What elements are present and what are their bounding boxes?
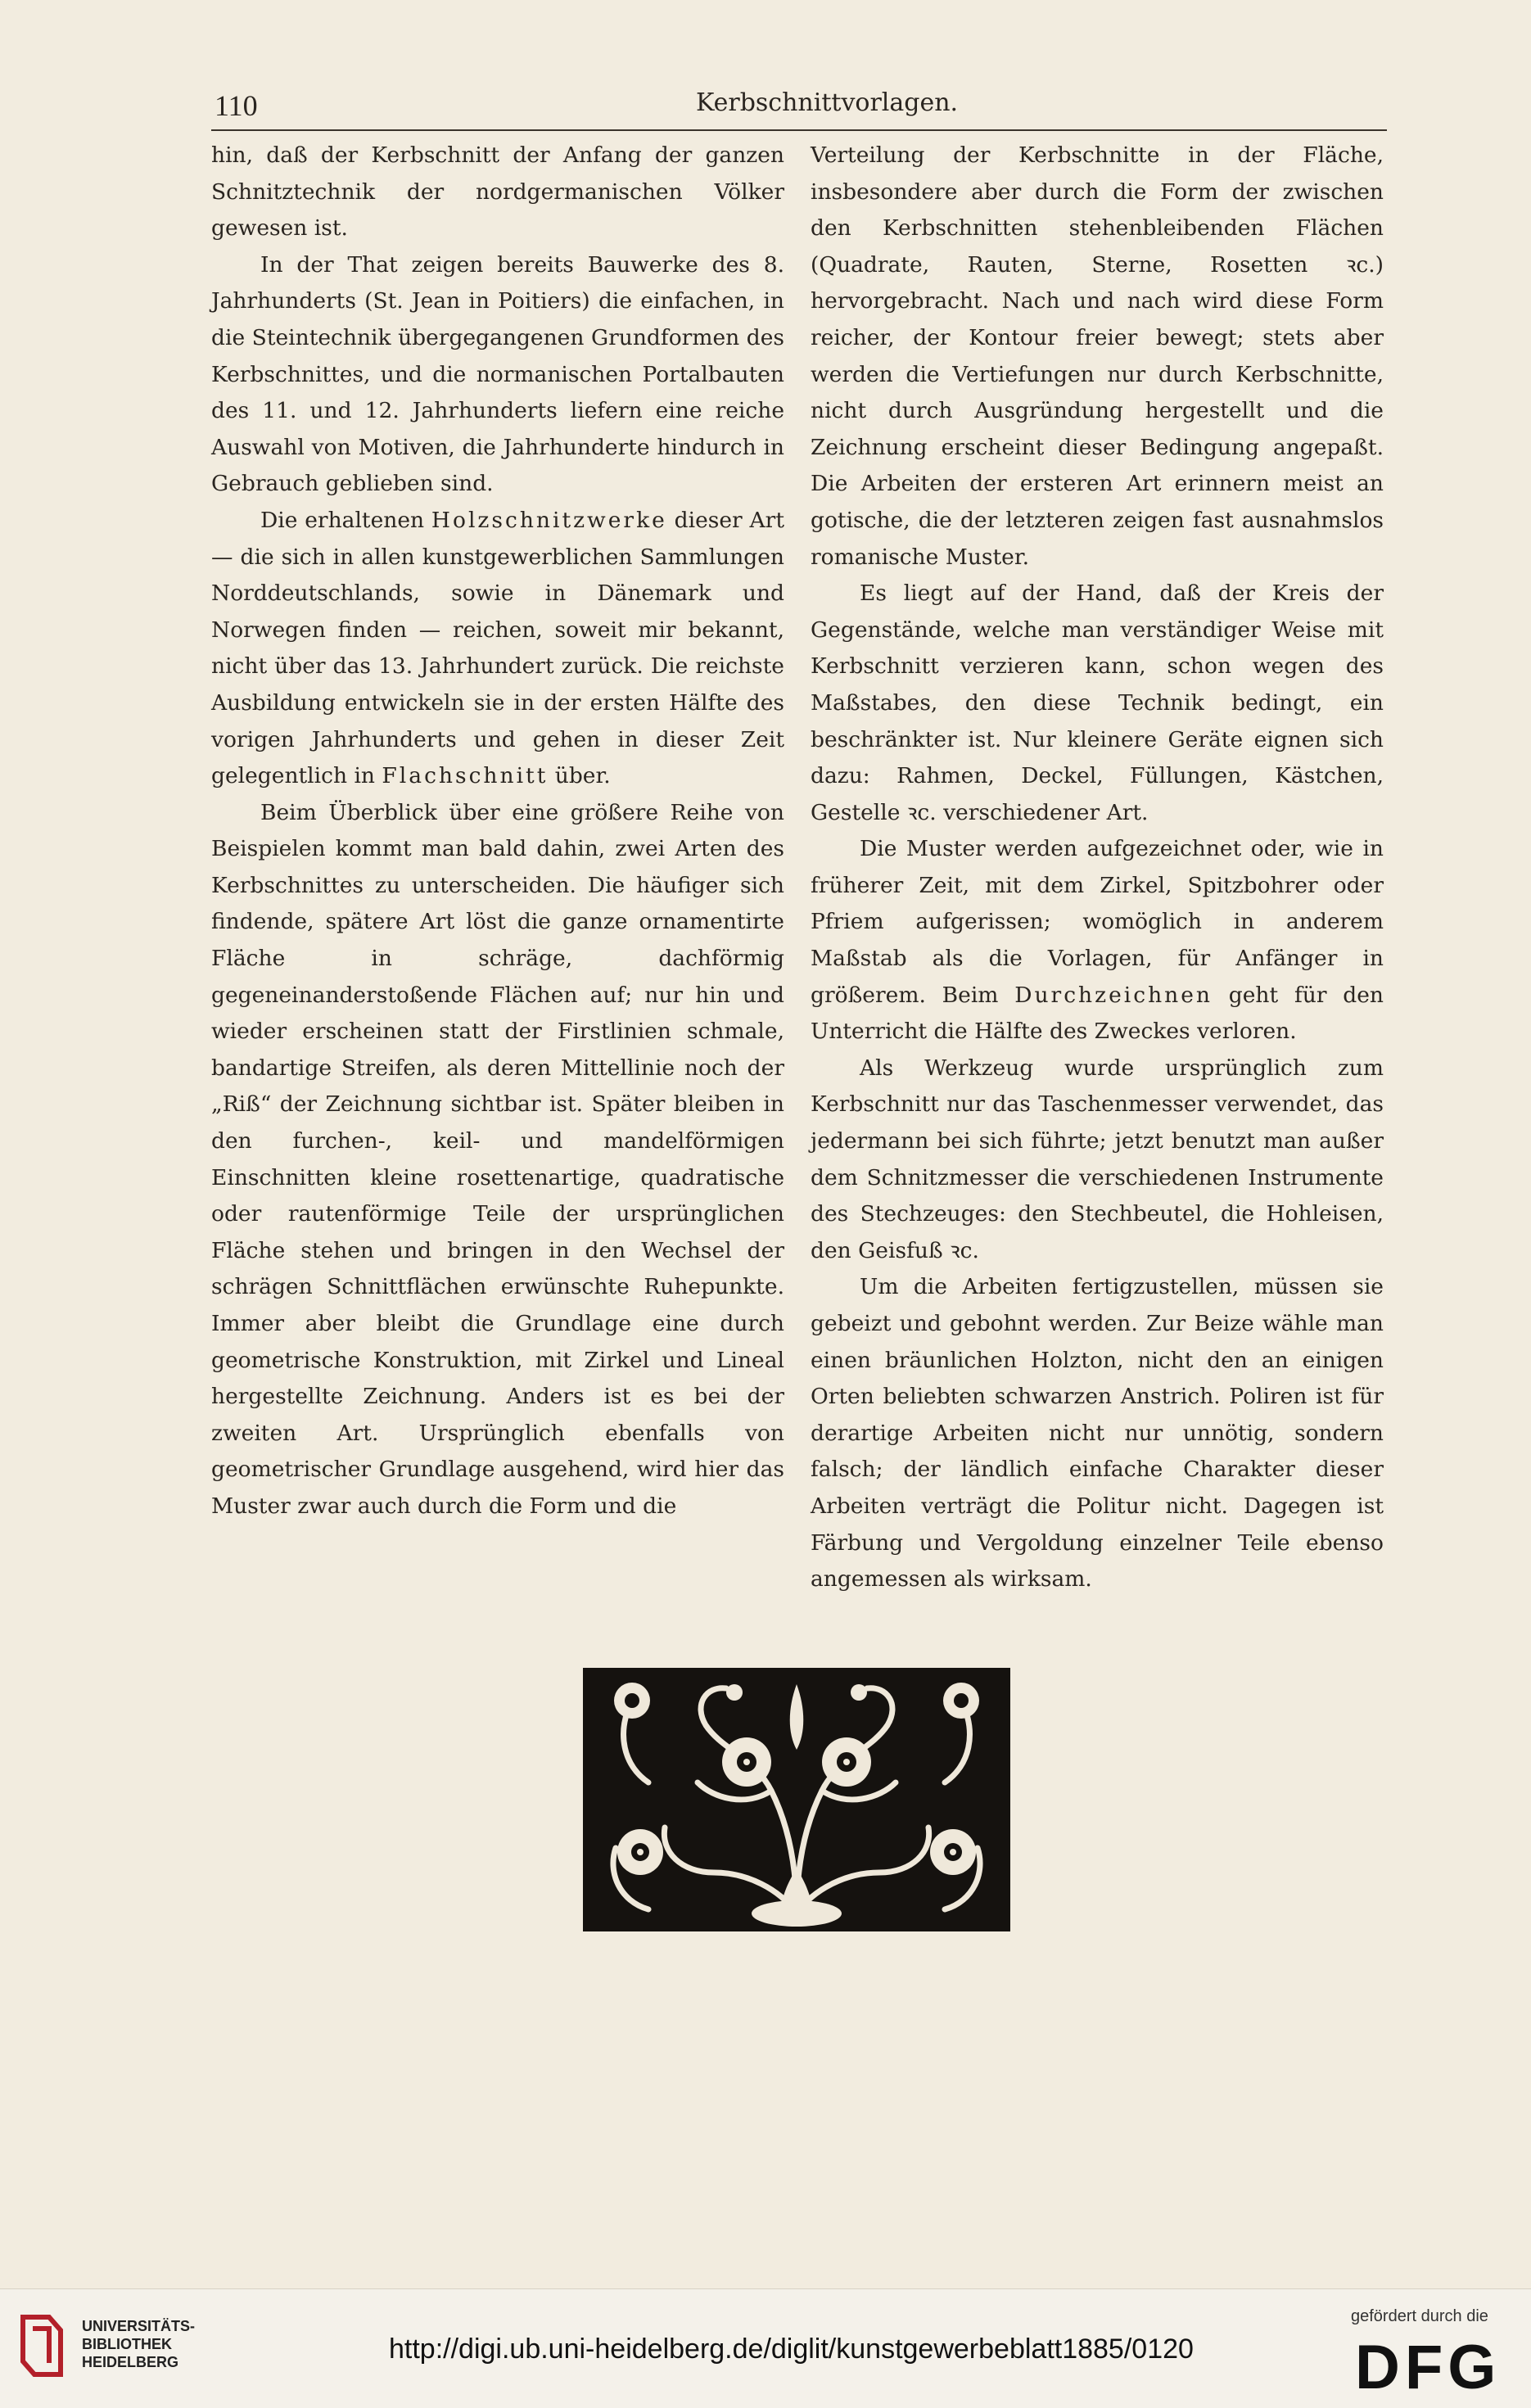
library-logo-icon — [16, 2309, 67, 2383]
left-column — [211, 138, 784, 1525]
spaced-term: Holzschnitzwerke — [431, 507, 667, 533]
paragraph: Es liegt auf der Hand, daß der Kreis der Gegenstände, welche man verständiger Weise mit Kerbschnitt verzieren kann, schon wegen des Maßstabes, den diese Technik bedingt, ein beschränkter ist. Nur kleinere Geräte eignen sich dazu: Rahmen, Deckel, Füllungen, Kästchen, Gestelle ꝛc. verschiedener Art. — [811, 581, 1384, 825]
header-rule — [211, 129, 1387, 131]
running-head: Kerbschnittvorlagen. — [696, 88, 959, 117]
paragraph: In der That zeigen bereits Bauwerke des 8. Jahrhunderts (St. Jean in Poitiers) die einfachen, in die Steintechnik übergegangenen Grundformen des Kerbschnittes, und die normanischen Portalbauten des 11. und 12. Jahrhunderts liefern eine reiche Auswahl von Motiven, die Jahrhunderte hindurch in Gebrauch geblieben sind. — [211, 251, 784, 497]
text-run: dieser Art — die sich in allen kunstgewerblichen Sammlungen Norddeutschlands, sowie in Dänemark und Norwegen finden — reichen, soweit mir bekannt, nicht über das 13. Jahrhundert zurück. Die reichste Ausbildung entwickeln sie in der ersten Hälfte des vorigen Jahrhunderts und gehen in dieser Zeit gelegentlich in — [211, 507, 784, 789]
library-name — [82, 2317, 195, 2371]
paragraph: Verteilung der Kerbschnitte in der Fläche, insbesondere aber durch die Form der zwischen den Kerbschnitten stehenbleibenden Flächen (Quadrate, Rauten, Sterne, Rosetten ꝛc.) hervorgebracht. Nach und nach wird diese Form reicher, der Kontour freier bewegt; stets aber werden die Vertiefungen nur durch Kerbschnitte, nicht durch Ausgründung hergestellt und die Zeichnung erscheint dieser Bedingung angepaßt. Die Arbeiten der ersteren Art erinnern meist an gotische, die der letzteren zeigen fast ausnahmslos romanische Muster. — [811, 142, 1384, 570]
paragraph — [211, 503, 784, 795]
dfg-logo: DFG — [1355, 2333, 1502, 2402]
text-run: Die erhaltenen — [260, 507, 431, 533]
spaced-term: Flachschnitt — [382, 763, 549, 789]
text-run: Die Muster werden aufgezeichnet oder, wie in früherer Zeit, mit dem Zirkel, Spitzbohrer oder Pfriem aufgerissen; womöglich in anderem Maßstab als die Vorlagen, für Anfänger in größerem. Beim — [811, 836, 1384, 1008]
library-name-line: HEIDELBERG — [82, 2354, 179, 2370]
spaced-term: Durchzeichnen — [1014, 982, 1213, 1008]
text-run: geht für den Unterricht die Hälfte des Zweckes verloren. — [811, 982, 1384, 1045]
library-name-line: BIBLIOTHEK — [82, 2336, 172, 2352]
right-column — [811, 138, 1384, 1598]
source-url-link[interactable]: http://digi.ub.uni-heidelberg.de/diglit/kunstgewerbeblatt1885/0120 — [389, 2333, 1194, 2365]
page-number: 110 — [215, 89, 258, 122]
ornament-illustration — [583, 1668, 1010, 1931]
paragraph — [811, 831, 1384, 1050]
funded-by-text: gefördert durch die — [1351, 2307, 1488, 2325]
paragraph: Als Werkzeug wurde ursprünglich zum Kerbschnitt nur das Taschenmesser verwendet, das jedermann bei sich führte; jetzt benutzt man außer dem Schnitzmesser die verschiedenen Instrumente des Stechzeuges: den Stechbeutel, die Hohleisen, den Geisfuß ꝛc. — [811, 1055, 1384, 1263]
paragraph: Beim Überblick über eine größere Reihe von Beispielen kommt man bald dahin, zwei Arten des Kerbschnittes zu unterscheiden. Die häufiger sich findende, spätere Art löst die ganze ornamentirte Fläche in schräge, dachförmig gegeneinanderstoßende Flächen auf; nur hin und wieder erscheinen statt der Firstlinien schmale, bandartige Streifen, als deren Mittellinie noch der „Riß“ der Zeichnung sichtbar ist. Später bleiben in den furchen-, keil- und mandelförmigen Einschnitten kleine rosettenartige, quadratische oder rautenförmige Teile der ursprünglichen Fläche stehen und bringen in den Wechsel der schrägen Schnittflächen erwünschte Ruhepunkte. Immer aber bleibt die Grundlage eine durch geometrische Konstruktion, mit Zirkel und Lineal hergestellte Zeichnung. Anders ist es bei der zweiten Art. Ursprünglich ebenfalls von geometrischer Grundlage ausgehend, wird hier das Muster zwar auch durch die Form und die — [211, 799, 784, 1519]
paragraph: hin, daß der Kerbschnitt der Anfang der ganzen Schnitztechnik der nordgermanischen Völker gewesen ist. — [211, 142, 784, 242]
library-name-line: UNIVERSITÄTS- — [82, 2318, 196, 2334]
paragraph: Um die Arbeiten fertigzustellen, müssen sie gebeizt und gebohnt werden. Zur Beize wähle man einen bräunlichen Holzton, nicht den an einigen Orten beliebten schwarzen Anstrich. Poliren ist für derartige Arbeiten nicht nur unnötig, sondern falsch; der ländlich einfache Charakter dieser Arbeiten verträgt die Politur nicht. Dagegen ist Färbung und Vergoldung einzelner Teile ebenso angemessen als wirksam. — [811, 1274, 1384, 1593]
text-run: über. — [548, 763, 611, 789]
